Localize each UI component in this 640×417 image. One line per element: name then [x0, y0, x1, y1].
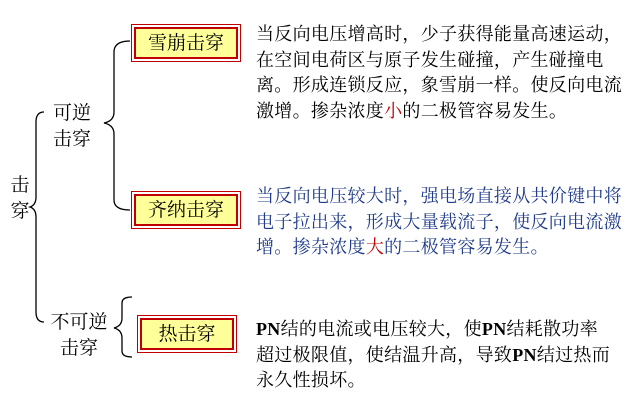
pn-term: PN	[512, 344, 537, 365]
thermal-desc-part2: 结耗散功率超过极限值，使结温升高，导致	[256, 319, 599, 366]
thermal-description	[256, 317, 616, 394]
zener-breakdown-box: 齐纳击穿	[134, 194, 238, 226]
thermal-desc-part3: 结过热而永久性损坏。	[256, 344, 611, 391]
root-label: 击穿	[10, 174, 30, 222]
avalanche-breakdown-box: 雪崩击穿	[134, 27, 238, 59]
zener-description	[256, 184, 634, 261]
irreversible-breakdown-label: 不可逆击穿	[50, 311, 108, 359]
avalanche-desc-highlight: 小	[384, 100, 403, 122]
root-bracket	[30, 112, 44, 322]
avalanche-desc-end: 的二极管容易发生。	[402, 100, 568, 122]
avalanche-desc-main: 当反向电压增高时，少子获得能量高速运动，在空间电荷区与原子发生碰撞，产生碰撞电离。形成连锁反应，象雪崩一样。使反向电流激增。掺杂浓度	[256, 24, 622, 122]
zener-desc-highlight: 大	[365, 237, 385, 258]
zener-desc-end: 的二极管容易发生。	[384, 237, 549, 258]
reversible-breakdown-label: 可逆击穿	[52, 102, 91, 150]
thermal-breakdown-box: 热击穿	[140, 318, 234, 350]
avalanche-description	[256, 22, 634, 124]
zener-desc-main: 当反向电压较大时，强电场直接从共价键中将电子拉出来，形成大量载流子，使反向电流激增。掺杂浓度	[256, 186, 622, 258]
pn-term: PN	[481, 319, 507, 339]
thermal-desc-part1: 结的电流或电压较大，使	[280, 319, 482, 340]
reversible-bracket	[104, 41, 130, 210]
pn-term: PN	[256, 319, 281, 339]
irreversible-bracket	[114, 297, 132, 357]
